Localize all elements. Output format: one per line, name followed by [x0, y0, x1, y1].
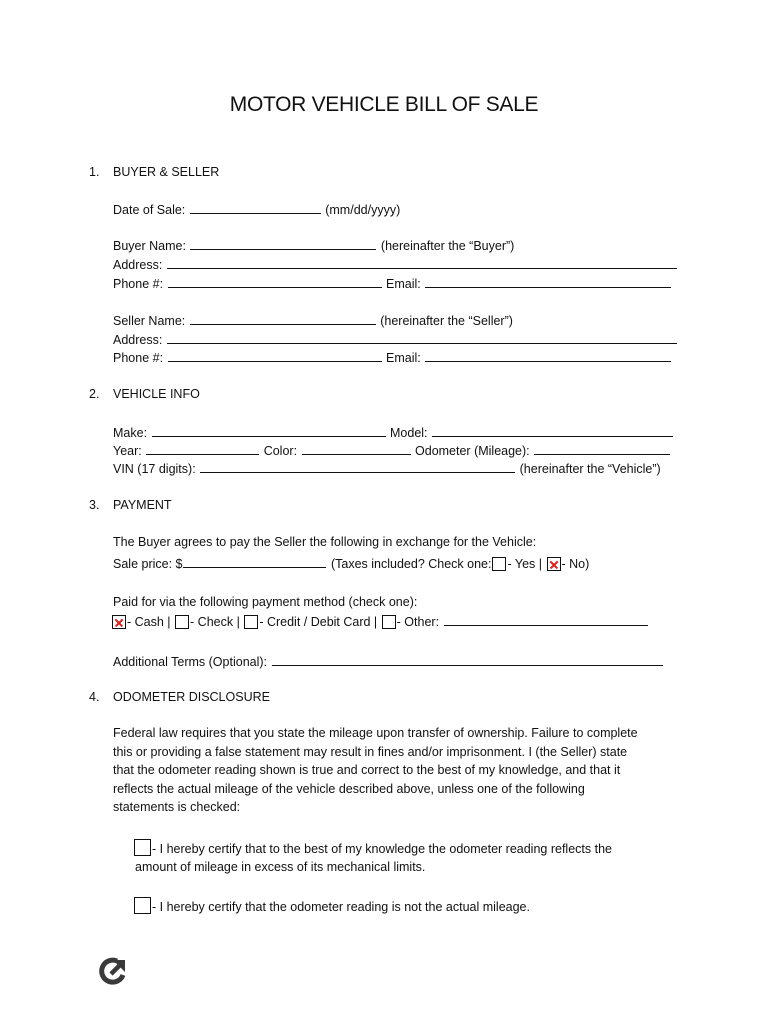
seller-name-field[interactable]: [190, 312, 376, 325]
cert2-text: - I hereby certify that the odometer reading is not the actual mileage.: [152, 900, 530, 914]
seller-address-row: [113, 331, 678, 348]
make-label: Make:: [113, 426, 148, 440]
color-field[interactable]: [302, 442, 411, 455]
additional-terms-label: Additional Terms (Optional):: [113, 655, 268, 669]
taxes-yes-checkbox[interactable]: [492, 557, 506, 571]
vin-field[interactable]: [200, 460, 515, 473]
buyer-address-label: Address:: [113, 258, 163, 272]
taxes-no-label: - No): [561, 557, 590, 571]
buyer-hint: (hereinafter the “Buyer”): [380, 239, 515, 253]
odometer-paragraph: [113, 724, 673, 817]
paragraph-line: that the odometer reading shown is true and correct to the best of my knowledge, and that it: [113, 763, 621, 777]
date-of-sale-row: [113, 201, 400, 218]
other-field[interactable]: [444, 613, 648, 626]
seller-name-row: [113, 312, 513, 329]
payment-intro: The Buyer agrees to pay the Seller the following in exchange for the Vehicle:: [113, 535, 537, 549]
model-label: Model:: [390, 426, 428, 440]
buyer-email-field[interactable]: [425, 275, 671, 288]
section-title-buyer-seller: BUYER & SELLER: [113, 165, 220, 179]
buyer-name-row: [113, 237, 514, 254]
section-title-payment: PAYMENT: [113, 498, 172, 512]
odometer-field[interactable]: [534, 442, 670, 455]
paragraph-line: reflects the actual mileage of the vehicle described above, unless one of the following: [113, 781, 585, 796]
cert1-text-continued: amount of mileage in excess of its mechanical limits.: [135, 860, 426, 874]
sale-price-field[interactable]: [183, 555, 326, 568]
make-model-row: [113, 424, 674, 441]
buyer-name-field[interactable]: [190, 237, 376, 250]
seller-name-label: Seller Name:: [113, 314, 186, 328]
section-number: 4.: [89, 690, 100, 704]
paragraph-line: statements is checked:: [113, 800, 241, 814]
cash-checkbox[interactable]: [112, 615, 126, 629]
refresh-arrow-logo-icon: [99, 957, 127, 990]
page-title: MOTOR VEHICLE BILL OF SALE: [229, 93, 539, 116]
check-checkbox[interactable]: [175, 615, 189, 629]
buyer-name-label: Buyer Name:: [113, 239, 186, 253]
seller-email-field[interactable]: [425, 349, 671, 362]
buyer-address-field[interactable]: [167, 256, 677, 269]
buyer-email-label: Email:: [386, 277, 421, 291]
seller-address-field[interactable]: [167, 331, 677, 344]
paragraph-line: Federal law requires that you state the mileage upon transfer of ownership. Failure to complete: [113, 726, 638, 740]
seller-address-label: Address:: [113, 333, 163, 347]
date-label: Date of Sale:: [113, 203, 186, 217]
payment-method-intro: Paid for via the following payment method (check one):: [113, 595, 418, 609]
color-label: Color:: [263, 444, 298, 458]
year-label: Year:: [113, 444, 142, 458]
buyer-address-row: [113, 256, 678, 273]
certification-2-row: [133, 897, 530, 915]
seller-contact-row: [113, 349, 672, 366]
buyer-phone-label: Phone #:: [113, 277, 164, 291]
payment-method-row: [111, 613, 649, 630]
model-field[interactable]: [432, 424, 673, 437]
vin-label: VIN (17 digits):: [113, 462, 196, 476]
taxes-label: (Taxes included? Check one:: [330, 557, 492, 571]
card-checkbox[interactable]: [244, 615, 258, 629]
other-label: - Other:: [396, 615, 440, 629]
check-label: - Check |: [190, 615, 240, 629]
make-field[interactable]: [152, 424, 386, 437]
seller-phone-field[interactable]: [168, 349, 382, 362]
date-hint: (mm/dd/yyyy): [325, 203, 401, 217]
section-title-vehicle-info: VEHICLE INFO: [113, 387, 200, 401]
seller-hint: (hereinafter the “Seller”): [380, 314, 513, 328]
seller-phone-label: Phone #:: [113, 351, 164, 365]
additional-terms-row: [113, 653, 664, 670]
date-field[interactable]: [190, 201, 321, 214]
buyer-phone-field[interactable]: [168, 275, 382, 288]
section-number: 3.: [89, 498, 100, 512]
sale-price-row: [113, 555, 589, 572]
card-label: - Credit / Debit Card |: [259, 615, 378, 629]
buyer-contact-row: [113, 275, 672, 292]
other-checkbox[interactable]: [382, 615, 396, 629]
taxes-no-checkbox[interactable]: [547, 557, 561, 571]
sale-price-label: Sale price: $: [113, 557, 183, 571]
cash-label: - Cash |: [127, 615, 171, 629]
section-number: 2.: [89, 387, 100, 401]
taxes-yes-label: - Yes |: [507, 557, 543, 571]
section-number: 1.: [89, 165, 100, 179]
odometer-label: Odometer (Mileage):: [415, 444, 530, 458]
vin-row: [113, 460, 661, 477]
additional-terms-field[interactable]: [272, 653, 663, 666]
section-title-odometer-disclosure: ODOMETER DISCLOSURE: [113, 690, 270, 704]
cert1-checkbox[interactable]: [134, 839, 151, 856]
seller-email-label: Email:: [386, 351, 421, 365]
vin-hint: (hereinafter the “Vehicle”): [519, 462, 661, 476]
cert1-text: - I hereby certify that to the best of my knowledge the odometer reading reflects the: [152, 842, 612, 856]
paragraph-line: this or providing a false statement may result in fines and/or imprisonment. I (the Seller) state: [113, 744, 628, 759]
certification-1-row: [133, 839, 612, 857]
year-color-odometer-row: [113, 442, 671, 459]
year-field[interactable]: [146, 442, 259, 455]
cert2-checkbox[interactable]: [134, 897, 151, 914]
